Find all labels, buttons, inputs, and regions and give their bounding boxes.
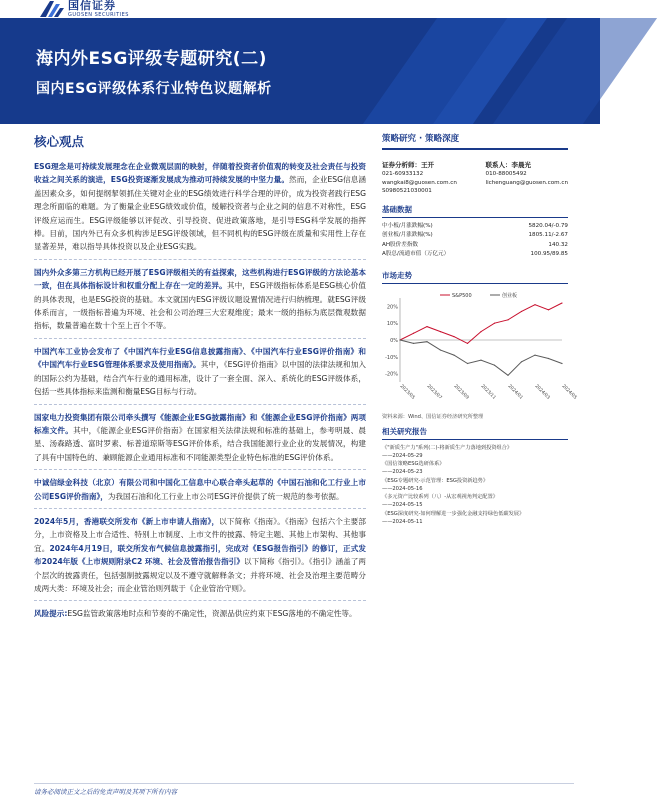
market-data-title: 基础数据 (382, 204, 568, 218)
related-item-title[interactable]: 《"新质生产力"系列(二)-将新质生产力落地到投资组合》 (382, 444, 513, 451)
divider (34, 469, 366, 470)
chart-source: 资料来源：Wind、国信证券经济研究所整理 (382, 413, 484, 420)
related-item-title[interactable]: 《ESG深度研究-如何理解进一步强化金融支持绿色低碳发展》 (382, 510, 525, 517)
sidebar (382, 132, 578, 526)
risk-text: ESG监管政策落地时点和节奏的不确定性，资源品供应约束下ESG落地的不确定性等。 (67, 609, 357, 619)
related-item[interactable] (382, 460, 568, 476)
related-item-title[interactable]: 《国信策略ESG选研体系》 (382, 461, 445, 468)
related-title: 相关研究报告 (382, 426, 568, 440)
market-value: 1805.11/-2.67 (528, 232, 568, 239)
x-tick-label: 2024/01 (506, 383, 524, 401)
logo-text-en: GUOSEN SECURITIES (68, 12, 129, 18)
x-tick-label: 2024/03 (533, 383, 551, 401)
title-banner (0, 18, 600, 124)
related-item[interactable] (382, 444, 568, 460)
related-item-date: ——2024-05-29 (382, 453, 423, 460)
divider (34, 259, 366, 260)
related-item-date: ——2024-05-16 (382, 485, 423, 492)
data-point (534, 304, 535, 305)
related-item[interactable] (382, 477, 568, 493)
related-item-title[interactable]: 《多元资产比较系列（八）-从宏观视角判定配置》 (382, 494, 498, 501)
analyst-email[interactable]: wangkai8@guosen.com.cn (382, 179, 457, 186)
series-line-0 (400, 303, 562, 343)
report-subtitle: 国内ESG评级体系行业特色议题解析 (36, 81, 272, 97)
related-item-title[interactable]: 《ESG专题研究-示范管理：ESG投资新趋势》 (382, 477, 489, 484)
series-line-1 (400, 340, 562, 375)
x-tick-label: 2023/05 (398, 383, 416, 401)
analyst-block (382, 160, 457, 196)
contact-phone: 010-88005492 (485, 171, 527, 177)
x-tick-label: 2023/11 (479, 383, 497, 401)
market-row (382, 222, 568, 232)
data-point (561, 363, 562, 364)
paragraph-text: 然而，企业ESG信息涵盖因素众多，如何提纲挈领抓住关键对企业的ESG绩效进行科学合理的评价，成为投资者践行ESG理念所面临的难题。为了衡量企业ESG绩效或价值，缓解投资者与企业之间的信息不对称性，ESG评级应运而生。ESG评级能够以评促改、引导投资、促进政策落地，是引导ESG科学发展的指挥棒。目前，国内外已有众多机构涉足ESG评级领域，但不同机构的ESG评级在质量和实用性上存在显著差异，难以指导具体投资以及企业ESG实践。 (34, 175, 366, 252)
contact-name: 联系人：李晨光 (485, 161, 532, 169)
data-point (534, 354, 535, 355)
paragraph-highlight: 国家电力投资集团有限公司牵头撰写《能源企业ESG披露指南》和《能源企业ESG评价指南》两项标准文件。 (34, 412, 366, 435)
data-point (467, 343, 468, 344)
data-point (453, 336, 454, 337)
logo-mark-icon (40, 1, 64, 17)
data-point (521, 311, 522, 312)
data-point (480, 331, 481, 332)
paragraph-highlight: 中国汽车工业协会发布了《中国汽车行业ESG信息披露指南》、《中国汽车行业ESG评价指南》和《中国汽车行业ESG管理体系要求及使用指南》。 (34, 346, 366, 370)
paragraph-text: 为我国石油和化工行业上市公司ESG评价提供了统一规范的参考依据。 (107, 491, 344, 501)
data-point (548, 309, 549, 310)
summary-paragraph (34, 266, 366, 333)
data-point (494, 322, 495, 323)
market-trend-chart (382, 288, 578, 406)
data-point (507, 319, 508, 320)
summary-paragraph (34, 411, 366, 465)
paragraph-text: 以下简称《指南》。《指南》包括六个主要部分，上市资格及上市合适性、特别上市制度、上市文件的披露、特定主题、其他上市架构、其他事宜。 (34, 516, 366, 553)
y-tick-label: 10% (386, 321, 398, 328)
summary-paragraph (34, 476, 366, 503)
paragraph-highlight: 国内外众多第三方机构已经开展了ESG评级相关的有益探索，这些机构进行ESG评级的方法论基本一致，但在具体指标设计和权重分配上存在一定的差异。 (34, 267, 366, 291)
footer-disclaimer: 请务必阅读正文之后的免责声明及其项下所有内容 (34, 783, 574, 796)
market-label: A股总/流通市值（万亿元） (382, 251, 450, 258)
data-point (480, 359, 481, 360)
logo-text-cn: 国信证券 (68, 0, 116, 12)
data-point (426, 326, 427, 327)
analyst-info (382, 160, 568, 196)
summary-section (34, 132, 366, 621)
market-label: 创业板/月涨跌幅(%) (382, 232, 433, 239)
data-point (440, 331, 441, 332)
summary-paragraph (34, 515, 366, 595)
data-point (426, 341, 427, 342)
paragraph-highlight: 2024年4月19日，联交所发布气候信息披露指引，完成对《ESG报告指引》的修订，正式发布2024年版《上市规则附录C2 环境、社会及管治报告指引》 (34, 543, 367, 567)
legend-label: S&P500 (452, 292, 472, 299)
related-section (382, 426, 568, 526)
y-tick-label: 20% (386, 304, 398, 311)
data-point (561, 302, 562, 303)
paragraph-text: 其中，《能源企业ESG评价指南》在国家相关法律法规和标准的基础上，参考明晟、晨星、汤森路透、富时罗素、标普道琼斯等ESG评价体系，结合我国能源行业企业的发展情况，构建了具有中国特色的、兼顾能源企业通用标准和不同能源类型企业特色标准的ESG评价体系。 (34, 425, 366, 462)
report-type: 策略研究 · 策略深度 (382, 132, 568, 150)
report-title: 海内外ESG评级专题研究(二) (36, 49, 267, 69)
market-trend-title: 市场走势 (382, 270, 568, 284)
divider (34, 600, 366, 601)
y-tick-label: -10% (385, 354, 398, 361)
market-label: AH股价差指数 (382, 241, 419, 248)
x-tick-label: 2023/07 (425, 383, 443, 401)
market-value: 140.32 (548, 241, 568, 248)
summary-paragraph (34, 160, 366, 254)
divider (34, 404, 366, 405)
related-item-date: ——2024-05-11 (382, 518, 423, 525)
y-tick-label: -20% (385, 371, 398, 378)
analyst-name: 证券分析师：王开 (382, 161, 434, 169)
data-point (467, 363, 468, 364)
related-item[interactable] (382, 510, 568, 526)
data-point (413, 343, 414, 344)
x-tick-label: 2023/09 (452, 383, 470, 401)
market-trend-section (382, 270, 578, 420)
paragraph-highlight: 2024年5月，香港联交所发布《新上市申请人指南》， (34, 516, 220, 526)
contact-email[interactable]: lichenguang@guosen.com.cn (485, 179, 568, 186)
data-point (399, 339, 400, 340)
data-point (440, 349, 441, 350)
divider (34, 508, 366, 509)
contact-block (486, 160, 568, 196)
summary-title: 核心观点 (34, 134, 85, 149)
data-point (494, 364, 495, 365)
paragraph-highlight: 中诚信绿金科技（北京）有限公司和中国化工信息中心联合牵头起草的《中国石油和化工行业上市公司ESG评价指南》， (34, 478, 366, 501)
analyst-cert: S0980521030001 (382, 188, 432, 194)
related-item[interactable] (382, 493, 568, 509)
company-logo (40, 0, 129, 18)
paragraph-text: 以下简称《指引》。《指引》涵盖了两个层次的披露责任，包括强制披露规定以及不遵守就解释条文；并将环境、社会及治理主要范畴分成两大类：环境及社会；而企业管治则列载于《企业管治守则》。 (34, 557, 366, 593)
y-tick-label: 0% (390, 337, 398, 344)
market-value: 100.95/89.85 (530, 251, 568, 258)
summary-paragraph (34, 345, 366, 399)
data-point (521, 361, 522, 362)
market-row (382, 231, 568, 241)
x-tick-label: 2024/05 (560, 383, 578, 401)
paragraph-text: 其中，《ESG评价指南》以中国的法律法规和加入的国际公约为基础，结合汽车行业的通用标准，设计了一套全面、深入、系统化的ESG评级体系，包括一些具体指标来监测和衡量ESG目标与行动。 (34, 360, 366, 397)
data-point (507, 375, 508, 376)
market-label: 中小板/月涨跌幅(%) (382, 222, 433, 229)
paragraph-highlight: ESG理念是可持续发展理念在企业微观层面的映射，伴随着投资者价值观的转变及社会责任与投资收益之间关系的演进，ESG投资逐渐发展成为推动可持续发展的中坚力量。 (34, 162, 366, 185)
paragraph-text: 其中，ESG评级指标体系是ESG核心价值的具体表现，也是ESG投资的基础。本文就国内ESG评级议题设置情况进行归纳梳理。就ESG评级体系而言，一级指标普遍为环境、社会和公司治理三大宏观维度；最末一级的指标为底层微观数据指标，数量普遍在数十个至上百个不等。 (34, 281, 366, 331)
market-value: 5820.04/-0.79 (528, 222, 568, 229)
legend-label: 创业板 (502, 292, 518, 299)
analyst-phone: 021-60933132 (382, 171, 424, 177)
market-row (382, 241, 568, 251)
data-point (453, 354, 454, 355)
related-item-date: ——2024-05-23 (382, 469, 423, 476)
risk-label: 风险提示: (34, 609, 68, 619)
market-row (382, 250, 568, 260)
data-point (413, 333, 414, 334)
divider (34, 338, 366, 339)
data-point (548, 358, 549, 359)
risk-warning (34, 607, 366, 620)
related-item-date: ——2024-05-15 (382, 502, 423, 509)
market-data-table (382, 222, 568, 260)
